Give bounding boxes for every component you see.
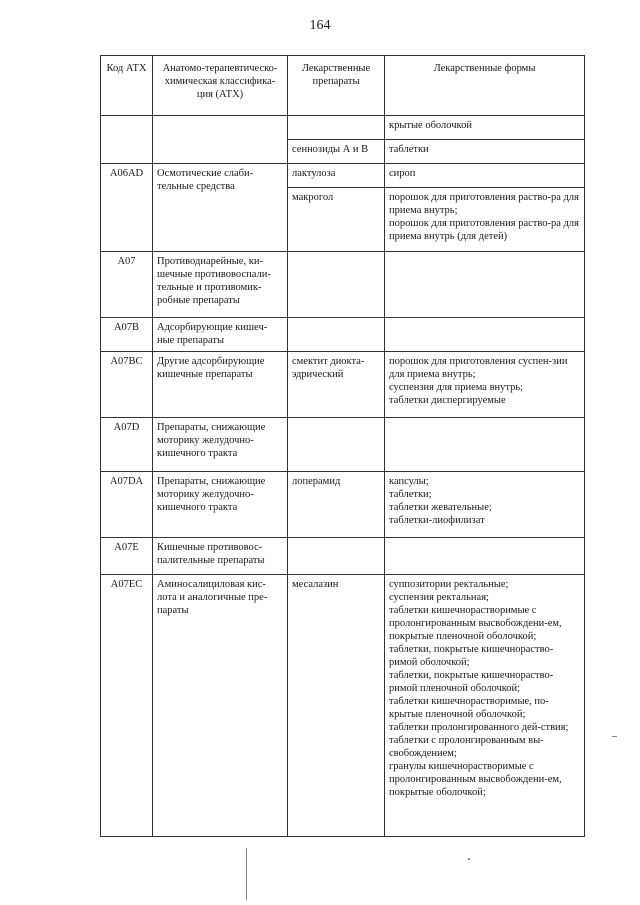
dosage-forms: [385, 318, 585, 352]
atx-code: [101, 116, 153, 164]
table-row: [101, 538, 585, 575]
dosage-forms: порошок для приготовления суспен-зии для приема внутрь; суспензия для приема внутрь; таблетки диспергируемые: [385, 352, 585, 418]
header-code: Код АТХ: [101, 56, 153, 116]
drug-name: [288, 538, 385, 575]
atx-name: Другие адсорбирующие кишечные препараты: [153, 352, 288, 418]
header-classification: Анатомо-терапевтическо-химическая классифика-ция (АТХ): [153, 56, 288, 116]
page-number: 164: [309, 18, 331, 33]
atx-name: Препараты, снижающие моторику желудочно-кишечного тракта: [153, 418, 288, 472]
dosage-forms: таблетки: [385, 140, 585, 164]
atx-name: [153, 116, 288, 164]
table-row: [101, 352, 585, 418]
table-row: [101, 575, 585, 837]
header-drugs: Лекарственные препараты: [288, 56, 385, 116]
drug-name: сеннозиды А и В: [288, 140, 385, 164]
drug-name: [288, 418, 385, 472]
header-forms: Лекарственные формы: [385, 56, 585, 116]
drug-name: лоперамид: [288, 472, 385, 538]
atx-name: Аминосалициловая кис-лота и аналогичные пре-параты: [153, 575, 288, 837]
table-row: [101, 164, 585, 188]
atx-code: A06AD: [101, 164, 153, 252]
atx-name: Осмотические слаби-тельные средства: [153, 164, 288, 252]
dosage-forms: [385, 538, 585, 575]
atx-code: A07B: [101, 318, 153, 352]
atx-code: A07: [101, 252, 153, 318]
dosage-forms: [385, 252, 585, 318]
atx-code: A07EC: [101, 575, 153, 837]
scan-artifact-dot: [468, 858, 470, 860]
drug-name: макрогол: [288, 188, 385, 252]
atx-classification-table: [100, 55, 585, 837]
dosage-forms: капсулы; таблетки; таблетки жевательные; таблетки-лиофилизат: [385, 472, 585, 538]
drug-name: месалазин: [288, 575, 385, 837]
dosage-forms: [385, 418, 585, 472]
atx-code: A07D: [101, 418, 153, 472]
dosage-forms: сироп: [385, 164, 585, 188]
table-header-row: [101, 56, 585, 116]
table-row: [101, 116, 585, 140]
drug-name: [288, 318, 385, 352]
scan-artifact-mark: [612, 736, 617, 737]
atx-name: Препараты, снижающие моторику желудочно-кишечного тракта: [153, 472, 288, 538]
dosage-forms: порошок для приготовления раство-ра для приема внутрь; порошок для приготовления раство-ра для приема внутрь (для детей): [385, 188, 585, 252]
atx-name: Противодиарейные, ки-шечные противовоспали-тельные и противомик-робные препараты: [153, 252, 288, 318]
table-row: [101, 252, 585, 318]
drug-name: [288, 252, 385, 318]
atx-code: A07DA: [101, 472, 153, 538]
table-row: [101, 472, 585, 538]
drug-name: смектит диокта-эдрический: [288, 352, 385, 418]
dosage-forms: суппозитории ректальные; суспензия ректальная; таблетки кишечнорастворимые с пролонгированным высвобождени-ем, покрытые пленочной оболочкой; таблетки, покрытые кишечнораство-римой оболочкой; таблетки, покрытые кишечнораство-римой пленочной оболочкой; таблетки кишечнорастворимые, по-крытые пленочной оболочкой; таблетки пролонгированного дей-ствия; таблетки с пролонгированным вы-свобождением; гранулы кишечнорастворимые с пролонгированным высвобождени-ем, покрытые оболочкой;: [385, 575, 585, 837]
atx-code: A07BC: [101, 352, 153, 418]
table-row: [101, 418, 585, 472]
drug-name: лактулоза: [288, 164, 385, 188]
drug-name: [288, 116, 385, 140]
dosage-forms: крытые оболочкой: [385, 116, 585, 140]
atx-code: A07E: [101, 538, 153, 575]
table-row: [101, 318, 585, 352]
atx-name: Адсорбирующие кишеч-ные препараты: [153, 318, 288, 352]
scan-artifact-line: [246, 848, 247, 900]
atx-name: Кишечные противовос-палительные препараты: [153, 538, 288, 575]
